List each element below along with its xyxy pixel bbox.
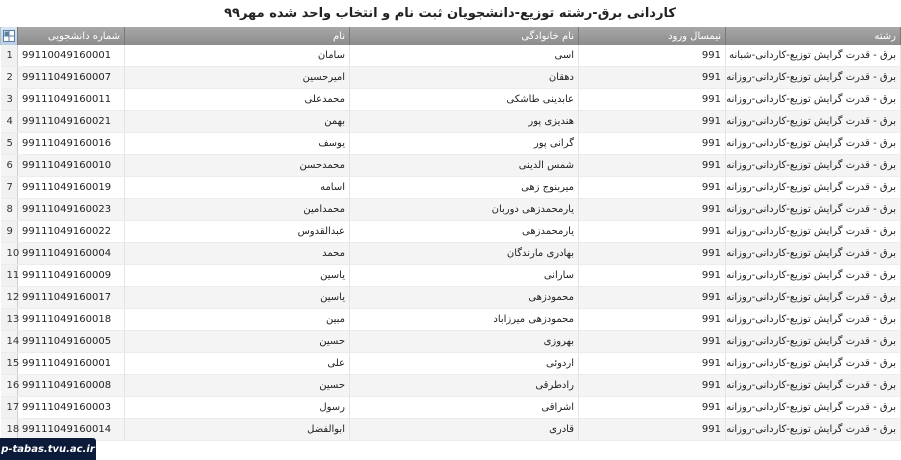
student-id-cell: 99111049160022 <box>18 221 125 243</box>
column-header-last-name[interactable]: نام خانوادگی <box>350 27 579 45</box>
grid-select-icon <box>3 30 15 42</box>
last-name-cell: قادری <box>350 419 579 441</box>
column-header-semester[interactable]: نیمسال ورود <box>579 27 726 45</box>
semester-cell: 991 <box>579 353 726 375</box>
student-table <box>0 27 901 441</box>
field-cell: برق - قدرت گرایش توزیع-کاردانی-روزانه <box>726 331 901 353</box>
semester-cell: 991 <box>579 111 726 133</box>
table-row[interactable] <box>1 155 901 177</box>
student-id-cell: 99111049160008 <box>18 375 125 397</box>
semester-cell: 991 <box>579 243 726 265</box>
first-name-cell: محمد <box>125 243 350 265</box>
column-header-field[interactable]: رشته <box>726 27 901 45</box>
field-cell: برق - قدرت گرایش توزیع-کاردانی-روزانه <box>726 133 901 155</box>
field-cell: برق - قدرت گرایش توزیع-کاردانی-روزانه <box>726 375 901 397</box>
table-header-row <box>1 27 901 45</box>
last-name-cell: دهقان <box>350 67 579 89</box>
row-number-cell[interactable]: 15 <box>1 353 18 375</box>
field-cell: برق - قدرت گرایش توزیع-کاردانی-روزانه <box>726 67 901 89</box>
last-name-cell: محمودزهی <box>350 287 579 309</box>
table-row[interactable] <box>1 243 901 265</box>
field-cell: برق - قدرت گرایش توزیع-کاردانی-روزانه <box>726 177 901 199</box>
semester-cell: 991 <box>579 287 726 309</box>
last-name-cell: یارمحمدزهی دوربان <box>350 199 579 221</box>
last-name-cell: بهادری مارندگان <box>350 243 579 265</box>
field-cell: برق - قدرت گرایش توزیع-کاردانی-روزانه <box>726 309 901 331</box>
student-id-cell: 99111049160018 <box>18 309 125 331</box>
first-name-cell: حسین <box>125 375 350 397</box>
last-name-cell: بهروزی <box>350 331 579 353</box>
last-name-cell: اشراقی <box>350 397 579 419</box>
student-id-cell: 99111049160019 <box>18 177 125 199</box>
student-id-cell: 99111049160003 <box>18 397 125 419</box>
first-name-cell: محمدعلی <box>125 89 350 111</box>
first-name-cell: رسول <box>125 397 350 419</box>
page-title: کاردانی برق-رشته توزیع-دانشجویان ثبت نام و انتخاب واحد شده مهر۹۹ <box>224 6 676 21</box>
semester-cell: 991 <box>579 89 726 111</box>
table-row[interactable] <box>1 287 901 309</box>
first-name-cell: محمدحسن <box>125 155 350 177</box>
row-number-cell[interactable]: 12 <box>1 287 18 309</box>
table-row[interactable] <box>1 353 901 375</box>
row-number-cell[interactable]: 5 <box>1 133 18 155</box>
first-name-cell: سامان <box>125 45 350 67</box>
semester-cell: 991 <box>579 133 726 155</box>
row-number-cell[interactable]: 4 <box>1 111 18 133</box>
table-row[interactable] <box>1 397 901 419</box>
table-row[interactable] <box>1 265 901 287</box>
field-cell: برق - قدرت گرایش توزیع-کاردانی-روزانه <box>726 111 901 133</box>
semester-cell: 991 <box>579 221 726 243</box>
site-watermark <box>0 438 96 460</box>
table-row[interactable] <box>1 111 901 133</box>
table-row[interactable] <box>1 67 901 89</box>
first-name-cell: یوسف <box>125 133 350 155</box>
field-cell: برق - قدرت گرایش توزیع-کاردانی-روزانه <box>726 265 901 287</box>
field-cell: برق - قدرت گرایش توزیع-کاردانی-روزانه <box>726 89 901 111</box>
select-all-corner[interactable] <box>1 27 18 45</box>
last-name-cell: سارانی <box>350 265 579 287</box>
last-name-cell: یارمحمدزهی <box>350 221 579 243</box>
student-id-cell: 99111049160023 <box>18 199 125 221</box>
last-name-cell: گرانی پور <box>350 133 579 155</box>
table-row[interactable] <box>1 419 901 441</box>
semester-cell: 991 <box>579 397 726 419</box>
column-header-first-name[interactable]: نام <box>125 27 350 45</box>
semester-cell: 991 <box>579 45 726 67</box>
first-name-cell: امیرحسین <box>125 67 350 89</box>
student-id-cell: 99111049160005 <box>18 331 125 353</box>
last-name-cell: میربنوج زهی <box>350 177 579 199</box>
title-bar <box>0 0 900 27</box>
last-name-cell: رادطرقی <box>350 375 579 397</box>
table-row[interactable] <box>1 375 901 397</box>
first-name-cell: محمدامین <box>125 199 350 221</box>
table-row[interactable] <box>1 177 901 199</box>
row-number-cell[interactable]: 7 <box>1 177 18 199</box>
watermark-text: p-tabas.tvu.ac.ir <box>1 443 95 455</box>
first-name-cell: اسامه <box>125 177 350 199</box>
row-number-cell[interactable]: 16 <box>1 375 18 397</box>
student-id-cell: 99111049160007 <box>18 67 125 89</box>
semester-cell: 991 <box>579 67 726 89</box>
field-cell: برق - قدرت گرایش توزیع-کاردانی-روزانه <box>726 419 901 441</box>
first-name-cell: عبدالقدوس <box>125 221 350 243</box>
field-cell: برق - قدرت گرایش توزیع-کاردانی-روزانه <box>726 221 901 243</box>
student-id-cell: 99111049160010 <box>18 155 125 177</box>
first-name-cell: یاسین <box>125 265 350 287</box>
row-number-cell[interactable]: 8 <box>1 199 18 221</box>
field-cell: برق - قدرت گرایش توزیع-کاردانی-شبانه <box>726 45 901 67</box>
table-row[interactable] <box>1 221 901 243</box>
semester-cell: 991 <box>579 155 726 177</box>
row-number-cell[interactable]: 14 <box>1 331 18 353</box>
row-number-cell[interactable]: 18 <box>1 419 18 441</box>
student-id-cell: 99111049160004 <box>18 243 125 265</box>
last-name-cell: محمودزهی میرزاباد <box>350 309 579 331</box>
first-name-cell: حسین <box>125 331 350 353</box>
first-name-cell: بهمن <box>125 111 350 133</box>
student-id-cell: 99111049160001 <box>18 353 125 375</box>
first-name-cell: ابوالفضل <box>125 419 350 441</box>
field-cell: برق - قدرت گرایش توزیع-کاردانی-روزانه <box>726 155 901 177</box>
last-name-cell: عابدینی طاشکی <box>350 89 579 111</box>
row-number-cell[interactable]: 6 <box>1 155 18 177</box>
student-id-cell: 99110049160001 <box>18 45 125 67</box>
student-grid <box>0 27 900 460</box>
last-name-cell: اردوئی <box>350 353 579 375</box>
student-id-cell: 99111049160014 <box>18 419 125 441</box>
field-cell: برق - قدرت گرایش توزیع-کاردانی-روزانه <box>726 353 901 375</box>
table-row[interactable] <box>1 199 901 221</box>
row-number-cell[interactable]: 17 <box>1 397 18 419</box>
semester-cell: 991 <box>579 419 726 441</box>
student-id-cell: 99111049160011 <box>18 89 125 111</box>
row-number-cell[interactable]: 9 <box>1 221 18 243</box>
field-cell: برق - قدرت گرایش توزیع-کاردانی-روزانه <box>726 199 901 221</box>
last-name-cell: هندیزی پور <box>350 111 579 133</box>
semester-cell: 991 <box>579 331 726 353</box>
semester-cell: 991 <box>579 177 726 199</box>
table-row[interactable] <box>1 45 901 67</box>
student-id-cell: 99111049160017 <box>18 287 125 309</box>
student-id-cell: 99111049160009 <box>18 265 125 287</box>
table-row[interactable] <box>1 331 901 353</box>
first-name-cell: علی <box>125 353 350 375</box>
table-row[interactable] <box>1 309 901 331</box>
row-number-cell[interactable]: 10 <box>1 243 18 265</box>
row-number-cell[interactable]: 13 <box>1 309 18 331</box>
column-header-student-id[interactable]: شماره دانشجویی <box>18 27 125 45</box>
row-number-cell[interactable]: 2 <box>1 67 18 89</box>
semester-cell: 991 <box>579 375 726 397</box>
table-row[interactable] <box>1 89 901 111</box>
student-id-cell: 99111049160021 <box>18 111 125 133</box>
semester-cell: 991 <box>579 265 726 287</box>
semester-cell: 991 <box>579 309 726 331</box>
last-name-cell: اسی <box>350 45 579 67</box>
table-row[interactable] <box>1 133 901 155</box>
row-number-cell[interactable]: 1 <box>1 45 18 67</box>
row-number-cell[interactable]: 3 <box>1 89 18 111</box>
last-name-cell: شمس الدینی <box>350 155 579 177</box>
field-cell: برق - قدرت گرایش توزیع-کاردانی-روزانه <box>726 243 901 265</box>
student-id-cell: 99111049160016 <box>18 133 125 155</box>
row-number-cell[interactable]: 11 <box>1 265 18 287</box>
field-cell: برق - قدرت گرایش توزیع-کاردانی-روزانه <box>726 397 901 419</box>
field-cell: برق - قدرت گرایش توزیع-کاردانی-روزانه <box>726 287 901 309</box>
first-name-cell: یاسین <box>125 287 350 309</box>
semester-cell: 991 <box>579 199 726 221</box>
first-name-cell: مبین <box>125 309 350 331</box>
